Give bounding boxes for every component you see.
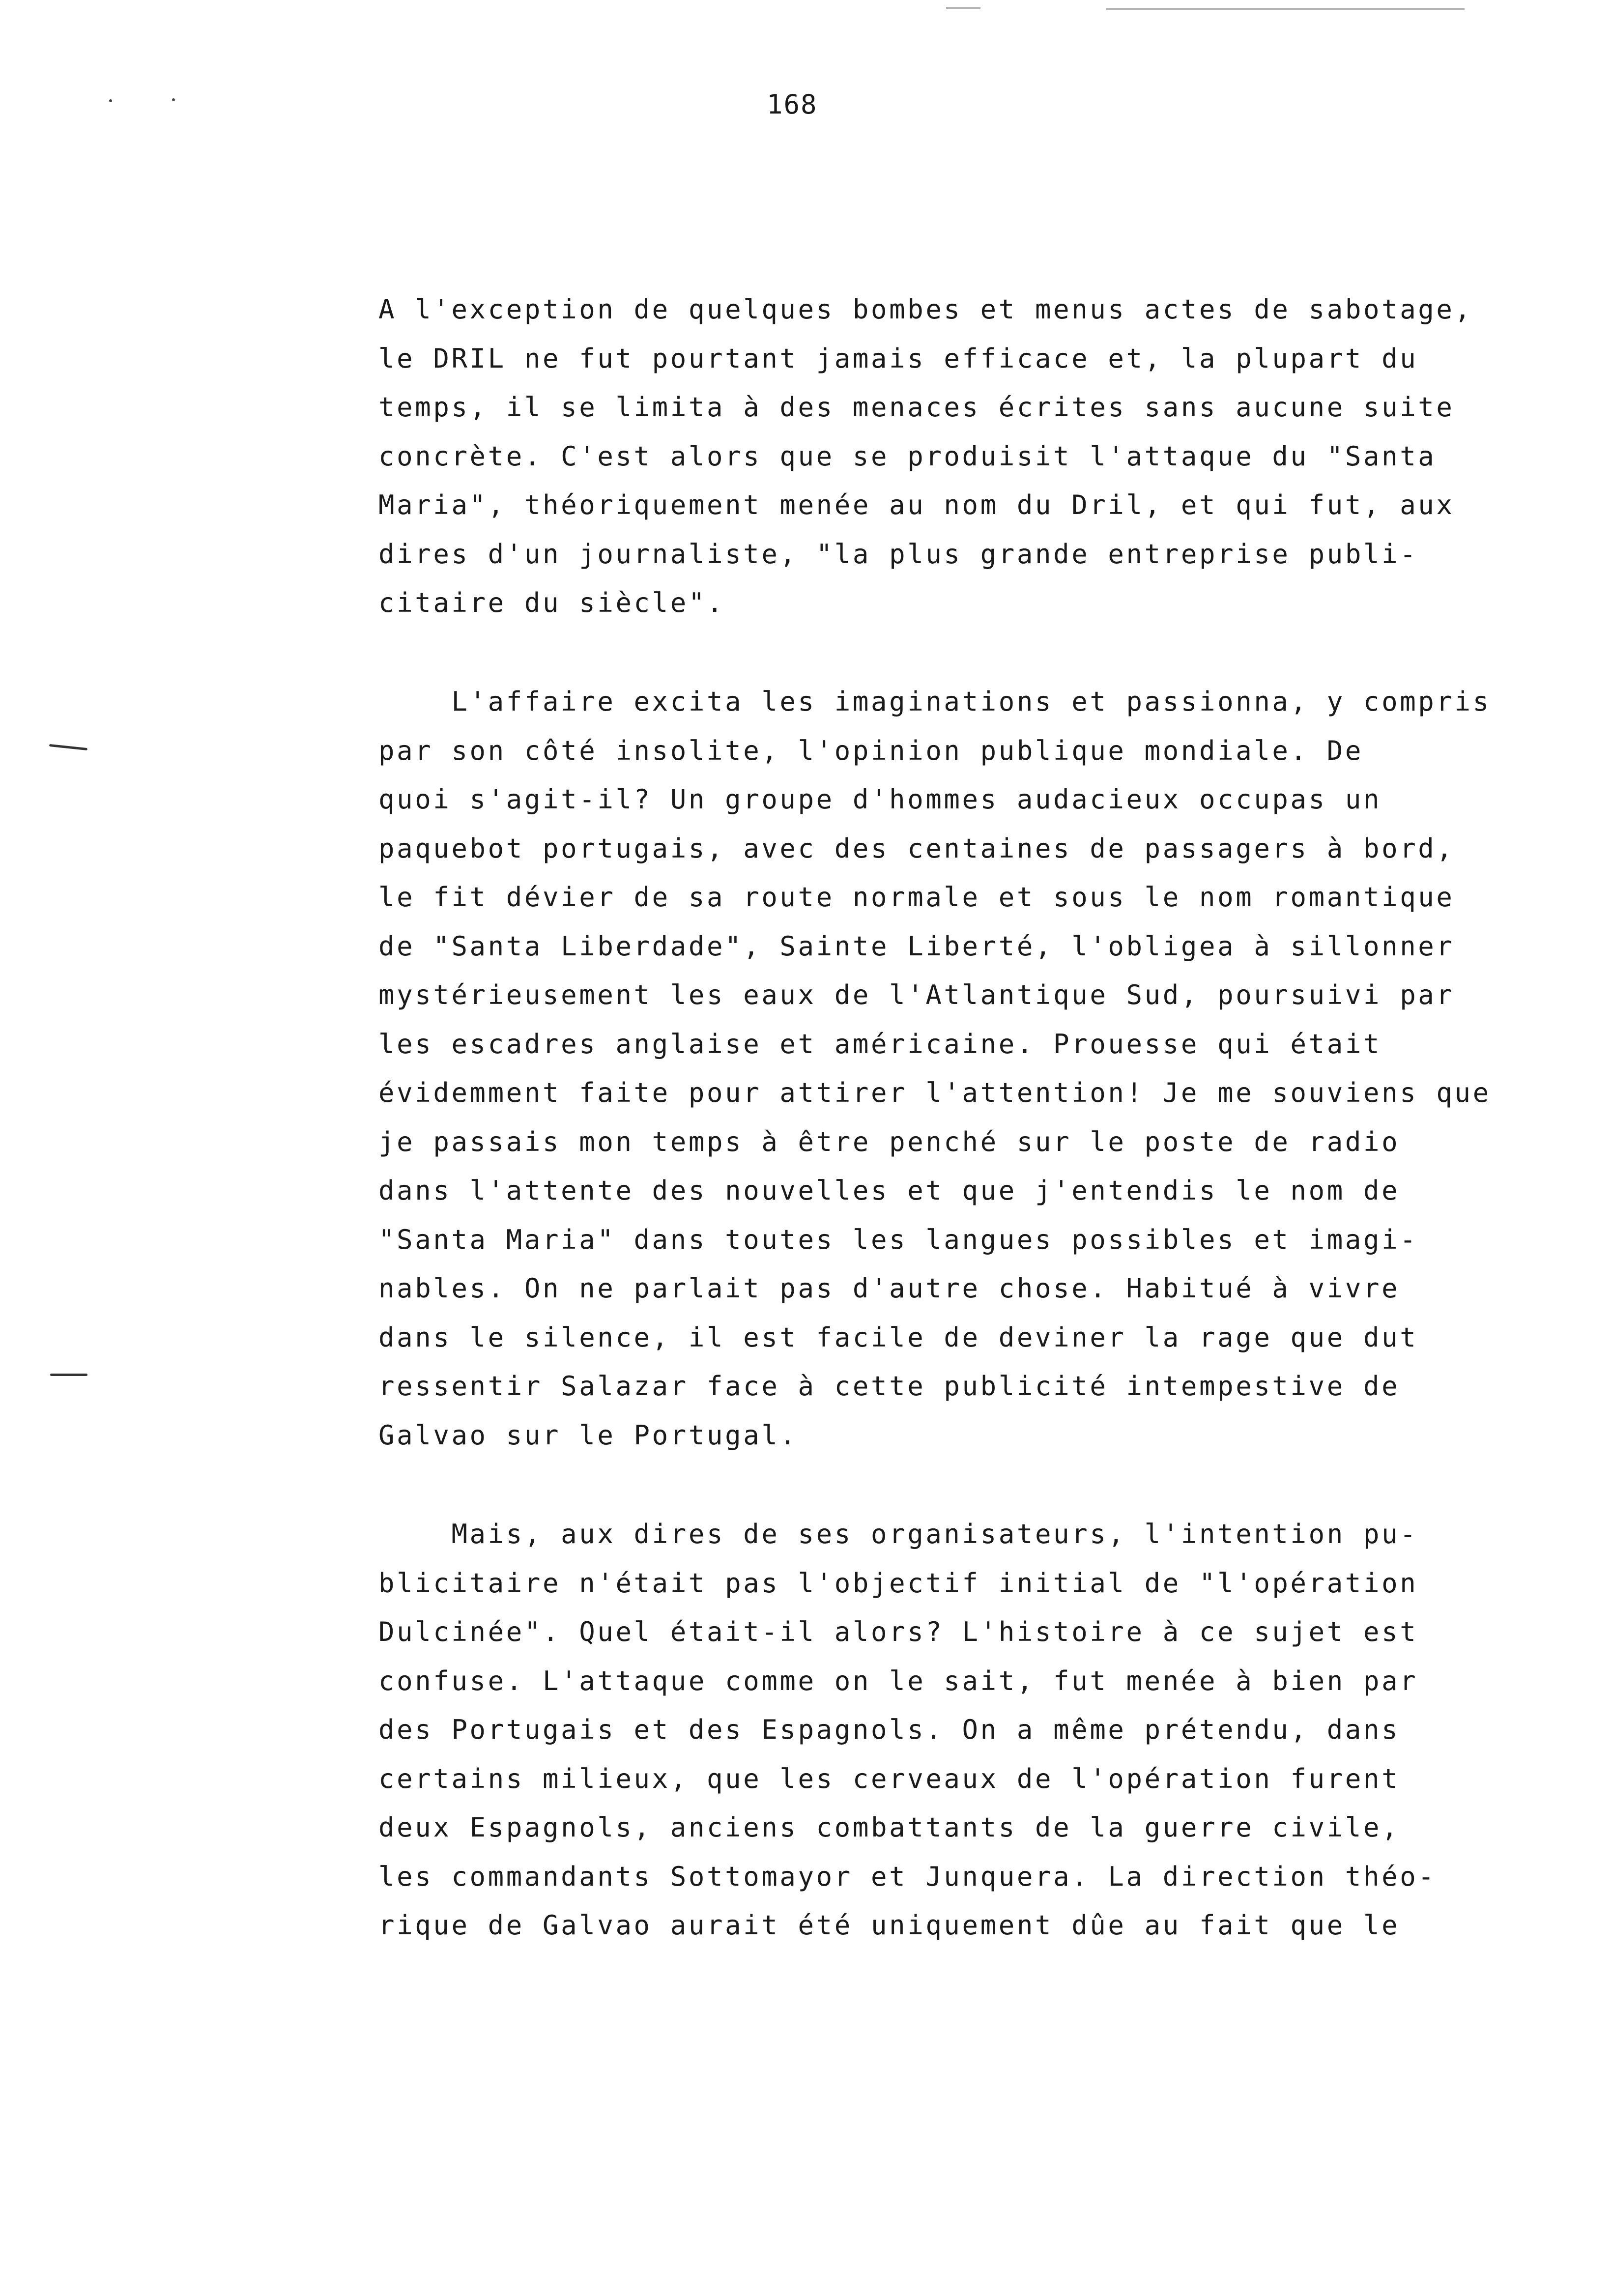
text-line: par son côté insolite, l'opinion publique mondiale. De xyxy=(378,735,1363,766)
scan-artifact-line xyxy=(1106,8,1465,10)
text-line: "Santa Maria" dans toutes les langues possibles et imagi- xyxy=(378,1224,1418,1255)
page-number: 168 xyxy=(767,89,818,120)
text-line: L'affaire excita les imaginations et passionna, y compris xyxy=(378,686,1491,717)
text-line: dires d'un journaliste, "la plus grande entreprise publi- xyxy=(378,538,1418,570)
margin-mark xyxy=(50,1374,87,1376)
text-line: temps, il se limita à des menaces écrites sans aucune suite xyxy=(378,392,1455,423)
paragraph-3 xyxy=(378,1510,1436,1950)
text-line: dans le silence, il est facile de deviner la rage que dut xyxy=(378,1321,1418,1353)
text-line: ressentir Salazar face à cette publicité intempestive de xyxy=(378,1371,1400,1402)
text-line: dans l'attente des nouvelles et que j'entendis le nom de xyxy=(378,1175,1400,1206)
scan-artifact-line xyxy=(946,7,980,9)
text-line: Maria", théoriquement menée au nom du Dril, et qui fut, aux xyxy=(378,489,1455,520)
text-line: les escadres anglaise et américaine. Prouesse qui était xyxy=(378,1028,1382,1060)
text-line: le fit dévier de sa route normale et sous le nom romantique xyxy=(378,882,1455,913)
margin-mark xyxy=(49,744,87,750)
text-line: concrète. C'est alors que se produisit l'attaque du "Santa xyxy=(378,440,1437,472)
text-line: nables. On ne parlait pas d'autre chose. Habitué à vivre xyxy=(378,1273,1400,1304)
text-line: citaire du siècle". xyxy=(378,587,725,618)
text-line: le DRIL ne fut pourtant jamais efficace et, la plupart du xyxy=(378,343,1418,374)
text-line: deux Espagnols, anciens combattants de la guerre civile, xyxy=(378,1812,1400,1843)
text-line: blicitaire n'était pas l'objectif initial de "l'opération xyxy=(378,1567,1418,1599)
text-line: mystérieusement les eaux de l'Atlantique Sud, poursuivi par xyxy=(378,979,1455,1010)
text-line: Dulcinée". Quel était-il alors? L'histoire à ce sujet est xyxy=(378,1616,1418,1647)
text-line: rique de Galvao aurait été uniquement dûe au fait que le xyxy=(378,1910,1400,1941)
text-line: certains milieux, que les cerveaux de l'opération furent xyxy=(378,1763,1400,1794)
scan-artifact-dot xyxy=(109,99,112,102)
scan-artifact-dot xyxy=(172,98,175,101)
text-line: de "Santa Liberdade", Sainte Liberté, l'obligea à sillonner xyxy=(378,930,1455,962)
text-line: évidemment faite pour attirer l'attention! Je me souviens que xyxy=(378,1077,1491,1108)
paragraph-1 xyxy=(378,285,1473,628)
paragraph-2 xyxy=(378,677,1491,1460)
text-line: confuse. L'attaque comme on le sait, fut menée à bien par xyxy=(378,1665,1418,1696)
text-line: paquebot portugais, avec des centaines de passagers à bord, xyxy=(378,832,1455,864)
text-line: Mais, aux dires de ses organisateurs, l'intention pu- xyxy=(378,1519,1418,1550)
text-line: je passais mon temps à être penché sur le poste de radio xyxy=(378,1126,1400,1157)
text-line: des Portugais et des Espagnols. On a même prétendu, dans xyxy=(378,1714,1400,1745)
text-line: les commandants Sottomayor et Junquera. La direction théo- xyxy=(378,1861,1437,1892)
text-line: quoi s'agit-il? Un groupe d'hommes audacieux occupas un xyxy=(378,784,1382,815)
text-line: Galvao sur le Portugal. xyxy=(378,1419,798,1451)
text-line: A l'exception de quelques bombes et menus actes de sabotage, xyxy=(378,294,1473,325)
